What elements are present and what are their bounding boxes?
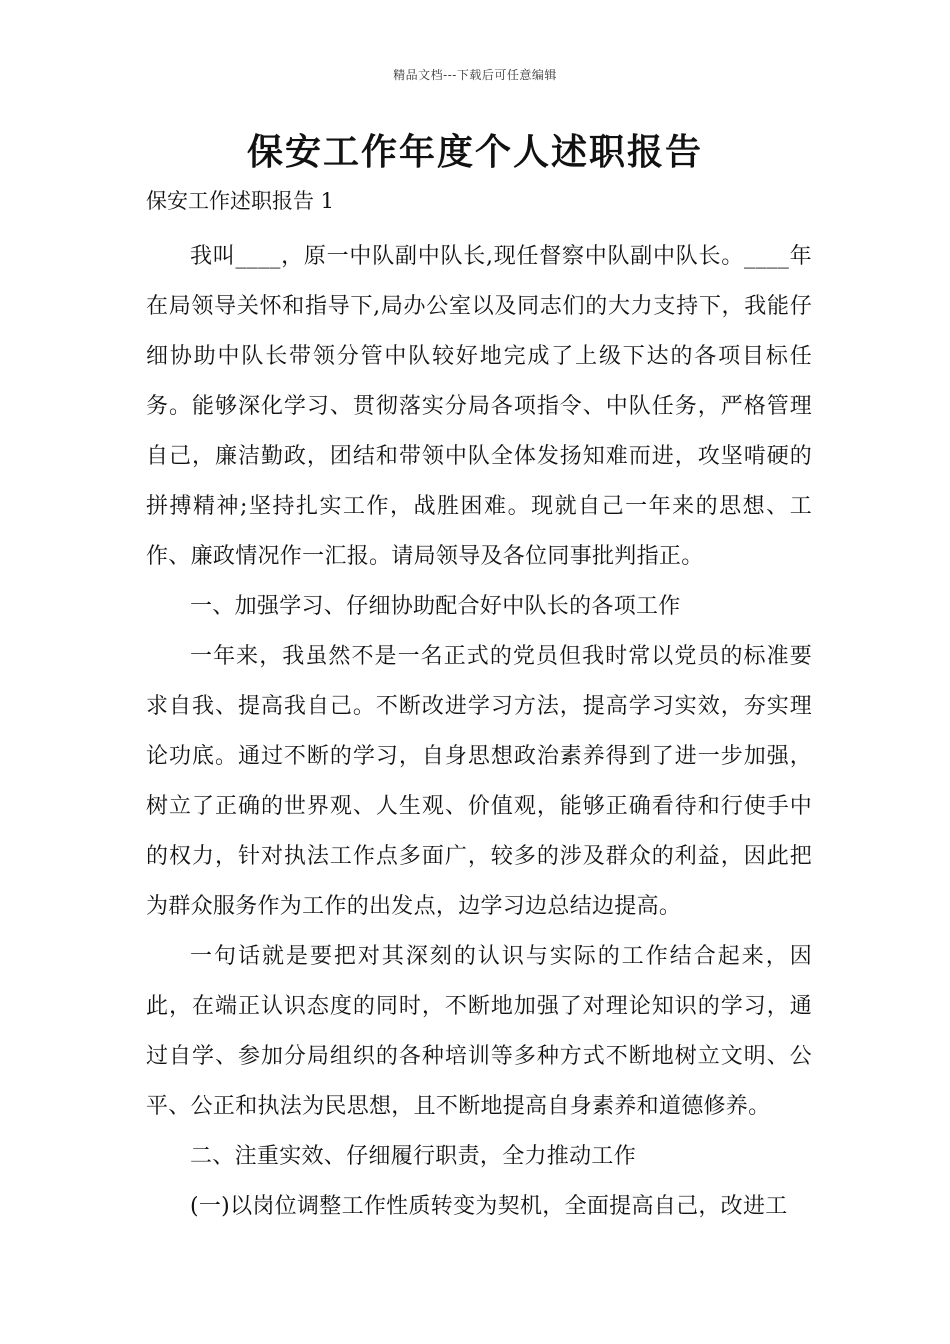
header-watermark: 精品文档---下载后可任意编辑 xyxy=(393,68,557,82)
document-body xyxy=(146,232,812,1232)
paragraph-subsection-1: (一)以岗位调整工作性质转变为契机，全面提高自己，改进工 xyxy=(190,1194,788,1219)
document-title: 保安工作年度个人述职报告 xyxy=(246,131,703,173)
paragraph-intro: 我叫____，原一中队副中队长,现任督察中队副中队长。____年在局领导关怀和指导下,局办公室以及同志们的大力支持下，我能仔细协助中队长带领分管中队较好地完成了上级下达的各项目标任务。能够深化学习、贯彻落实分局各项指令、中队任务，严格管理自己，廉洁勤政，团结和带领中队全体发扬知难而进，攻坚啃硬的拼搏精神;坚持扎实工作，战胜困难。现就自己一年来的思想、工作、廉政情况作一汇报。请局领导及各位同事批判指正。 xyxy=(146,244,812,569)
section-heading-2: 二、注重实效、仔细履行职责，全力推动工作 xyxy=(190,1144,637,1169)
paragraph-practice: 一句话就是要把对其深刻的认识与实际的工作结合起来，因此，在端正认识态度的同时，不断地加强了对理论知识的学习，通过自学、参加分局组织的各种培训等多种方式不断地树立文明、公平、公正和执法为民思想，且不断地提高自身素养和道德修养。 xyxy=(146,944,812,1119)
document-subtitle: 保安工作述职报告 1 xyxy=(146,189,335,213)
section-heading-1: 一、加强学习、仔细协助配合好中队长的各项工作 xyxy=(190,594,681,619)
paragraph-study: 一年来，我虽然不是一名正式的党员但我时常以党员的标准要求自我、提高我自己。不断改进学习方法，提高学习实效，夯实理论功底。通过不断的学习，自身思想政治素养得到了进一步加强，树立了正确的世界观、人生观、价值观，能够正确看待和行使手中的权力，针对执法工作点多面广，较多的涉及群众的利益，因此把为群众服务作为工作的出发点，边学习边总结边提高。 xyxy=(146,644,812,919)
